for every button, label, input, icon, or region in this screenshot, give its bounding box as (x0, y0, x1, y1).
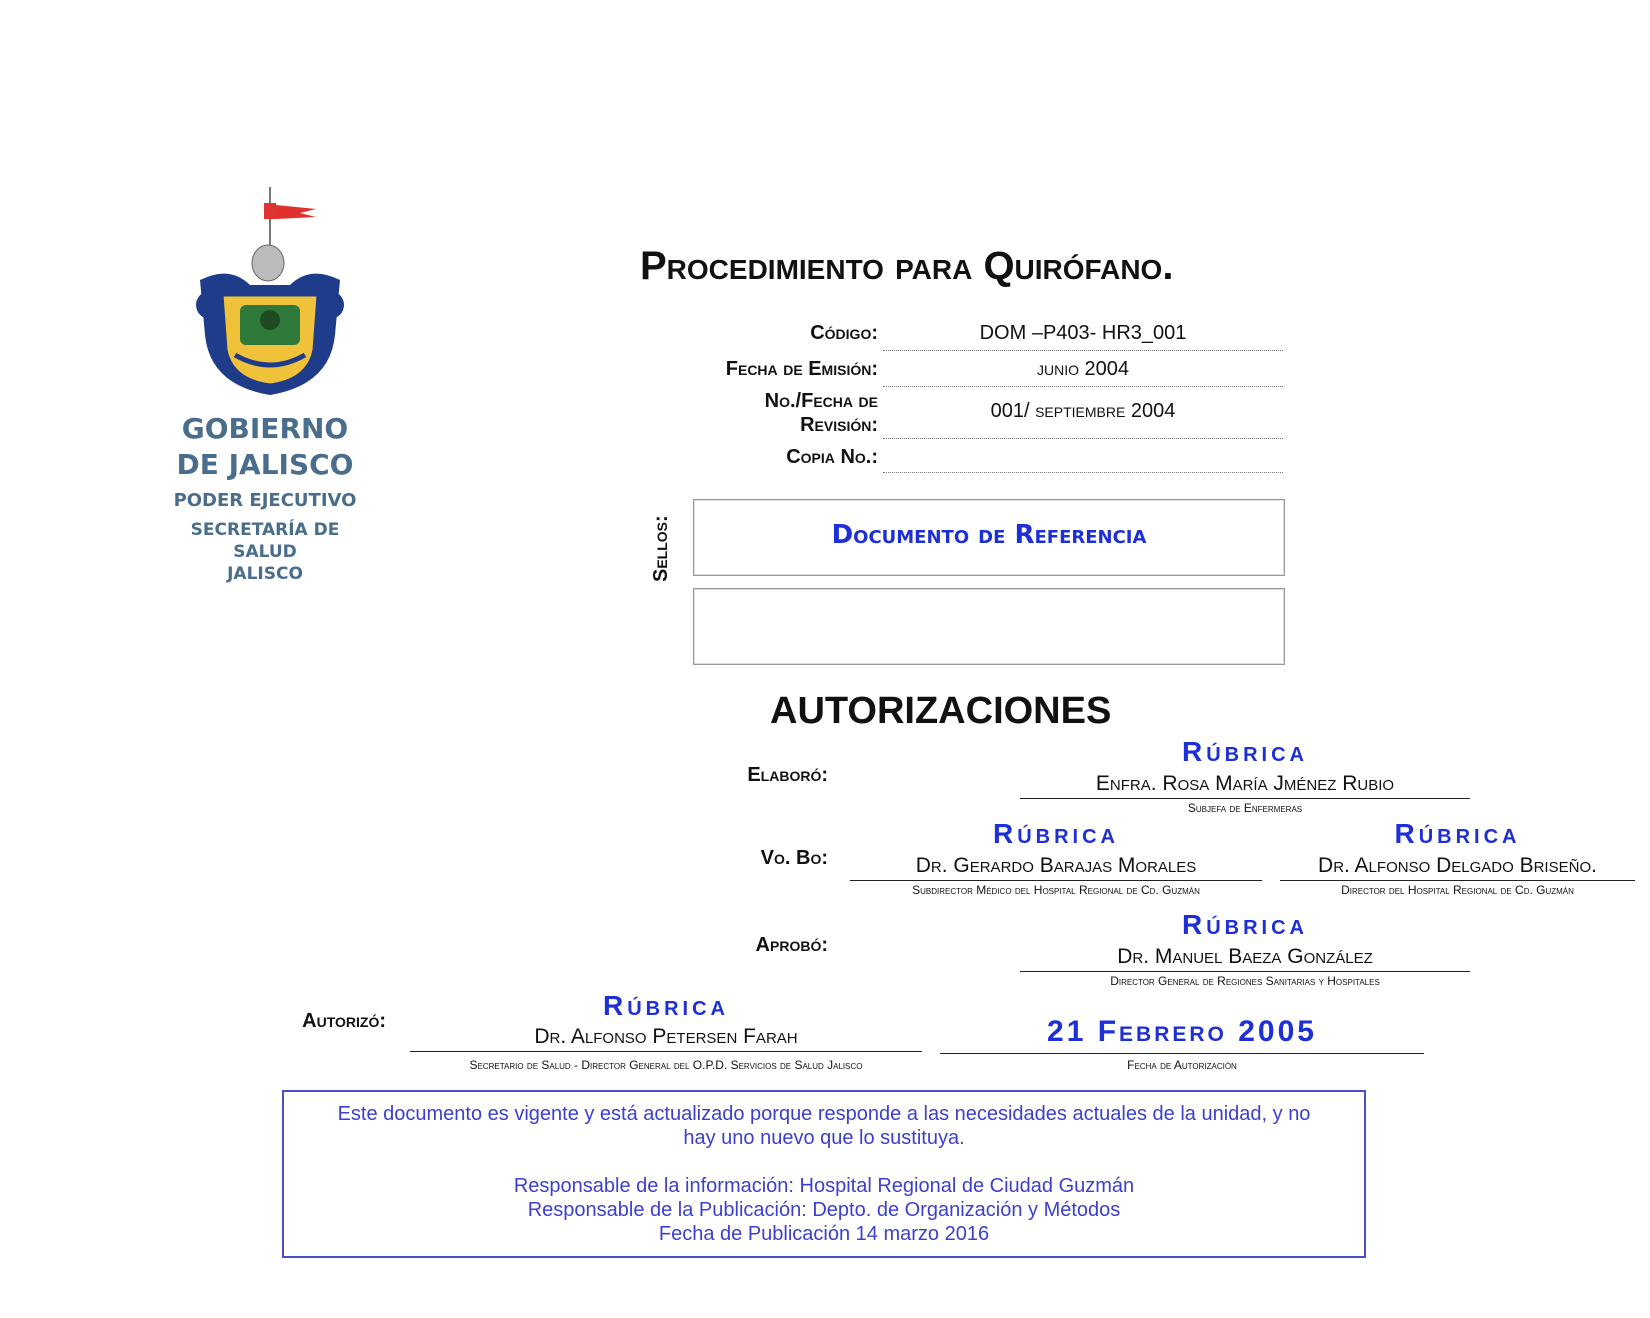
codigo-label: Código: (810, 322, 878, 344)
logo-poder-ejecutivo: PODER EJECUTIVO (173, 490, 357, 511)
autorizo-name: Dr. Alfonso Petersen Farah (410, 1025, 922, 1052)
revision-label-2: Revisión: (800, 414, 878, 436)
autorizo-rubrica: Rúbrica (603, 990, 729, 1021)
logo-salud: SALUD (233, 542, 297, 562)
notice-line-3: Responsable de la información: Hospital Regional de Ciudad Guzmán (513, 1175, 1135, 1197)
stamp-box-empty (693, 588, 1285, 665)
codigo-value: DOM –P403- HR3_001 (883, 322, 1283, 351)
autorizo-date: 21 Febrero 2005 (940, 1015, 1424, 1054)
notice-line-5: Fecha de Publicación 14 marzo 2016 (658, 1223, 990, 1245)
notice-line-2: hay uno nuevo que lo sustituya. (683, 1127, 965, 1149)
validity-notice (282, 1090, 1366, 1258)
logo-secretaria: SECRETARÍA DE (190, 520, 340, 540)
notice-line-1: Este documento es vigente y está actualizado porque responde a las necesidades actuales de la unidad, y no (337, 1103, 1311, 1125)
elaboro-role: Subjefa de Enfermeras (1187, 801, 1303, 815)
autorizaciones-heading: AUTORIZACIONES (770, 690, 1112, 732)
autorizo-label: Autorizó: (302, 1010, 386, 1032)
revision-label-1: No./Fecha de (764, 390, 878, 412)
vobo-right-name: Dr. Alfonso Delgado Briseño. (1280, 854, 1635, 881)
emision-value: junio 2004 (883, 358, 1283, 387)
revision-value: 001/ septiembre 2004 (883, 400, 1283, 439)
vobo-left-role: Subdirector Médico del Hospital Regional de Cd. Guzmán (912, 883, 1200, 897)
stamp-box-reference (693, 499, 1285, 576)
vobo-label: Vo. Bo: (760, 847, 828, 869)
shield-icon (180, 185, 360, 415)
copia-value (883, 446, 1283, 473)
logo-gobierno: GOBIERNO (181, 412, 349, 445)
elaboro-name: Enfra. Rosa María Jménez Rubio (1020, 772, 1470, 799)
vobo-right-rubrica: Rúbrica (1394, 818, 1521, 849)
sellos-label (650, 462, 673, 582)
coat-of-arms-logo (180, 185, 360, 415)
page-title: Procedimiento para Quirófano. (640, 244, 1174, 288)
notice-line-4: Responsable de la Publicación: Depto. de Organización y Métodos (527, 1199, 1121, 1221)
elaboro-label: Elaboró: (747, 764, 828, 786)
logo-jalisco: DE JALISCO (176, 448, 354, 481)
aprobo-rubrica: Rúbrica (1182, 909, 1308, 940)
aprobo-role: Director General de Regiones Sanitarias y Hospitales (1110, 974, 1380, 988)
logo-jalisco-small: JALISCO (227, 564, 303, 584)
vobo-right-role: Director del Hospital Regional de Cd. Guzmán (1341, 883, 1574, 897)
sellos-label-text: Sellos: (650, 515, 672, 582)
vobo-left-name: Dr. Gerardo Barajas Morales (850, 854, 1262, 881)
aprobo-label: Aprobó: (755, 934, 828, 956)
elaboro-rubrica: Rúbrica (1182, 736, 1308, 767)
autorizo-date-label: Fecha de Autorización (1127, 1058, 1237, 1072)
doc-reference-stamp: Documento de Referencia (831, 520, 1147, 550)
aprobo-name: Dr. Manuel Baeza González (1020, 945, 1470, 972)
emision-label: Fecha de Emisión: (725, 358, 878, 380)
autorizo-role: Secretario de Salud - Director General del O.P.D. Servicios de Salud Jalisco (469, 1058, 863, 1072)
vobo-left-rubrica: Rúbrica (993, 818, 1119, 849)
copia-label: Copia No.: (786, 446, 878, 468)
